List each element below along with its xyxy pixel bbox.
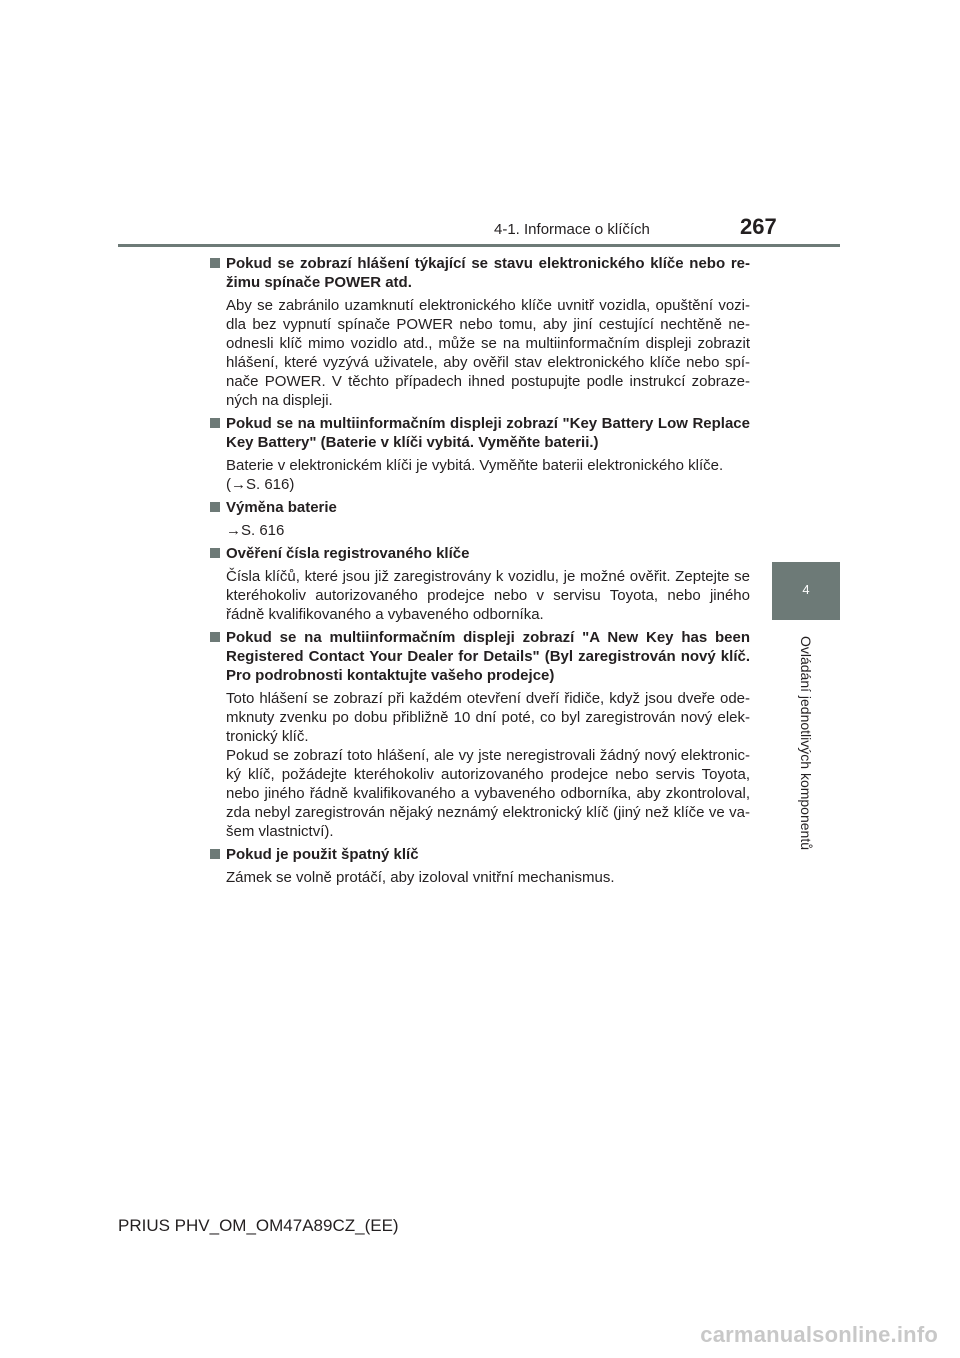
page-number: 267 xyxy=(740,214,777,239)
section-heading-text: Pokud se zobrazí hlášení týkající se stavu elektronického klíče nebo re-žimu spínače POWER atd. xyxy=(226,255,750,291)
section-heading xyxy=(210,628,750,685)
section-title: 4-1. Informace o klíčích xyxy=(494,221,650,238)
section-heading-text: Výměna baterie xyxy=(226,499,337,516)
watermark: carmanualsonline.info xyxy=(700,1322,938,1347)
chapter-number: 4 xyxy=(802,582,810,597)
section-heading xyxy=(210,845,750,864)
square-bullet-icon xyxy=(210,548,220,558)
square-bullet-icon xyxy=(210,849,220,859)
section-battery-replacement xyxy=(210,498,750,540)
section-heading-text: Pokud je použit špatný klíč xyxy=(226,846,419,863)
section-heading xyxy=(210,544,750,563)
square-bullet-icon xyxy=(210,632,220,642)
section-wrong-key xyxy=(210,845,750,887)
chapter-label: Ovládání jednotlivých komponentů xyxy=(798,635,814,851)
square-bullet-icon xyxy=(210,258,220,268)
section-heading xyxy=(210,498,750,517)
section-key-battery-low xyxy=(210,414,750,494)
page-content xyxy=(210,254,750,891)
section-body: Baterie v elektronickém klíči je vybitá. Vyměňte baterii elektronického klíče. (→S. 616) xyxy=(226,457,724,493)
square-bullet-icon xyxy=(210,418,220,428)
section-body: Zámek se volně protáčí, aby izoloval vnitřní mechanismus. xyxy=(226,869,615,886)
section-body: Čísla klíčů, které jsou již zaregistrovány k vozidlu, je možné ověřit. Zeptejte se kteréhokoliv autorizovaného prodejce nebo v servisu Toyota, nebo jiného řádně kvalifikovaného a vybaveného odborníka. xyxy=(226,568,750,623)
section-heading xyxy=(210,414,750,452)
section-key-number-check xyxy=(210,544,750,624)
chapter-tab xyxy=(772,562,840,620)
section-new-key-registered xyxy=(210,628,750,841)
section-body: Toto hlášení se zobrazí při každém otevření dveří řidiče, když jsou dveře ode-mknuty zvenku po dobu přibližně 10 dní poté, co byl zaregistrován nový elek-tronický klíč. Pokud se zobrazí toto hlášení, ale vy jste neregistrovali žádný nový elektronic-ký klíč, požádejte kteréhokoliv autorizovaného prodejce nebo servis Toyota, nebo jiného řádně kvalifikovaného a vybaveného odborníka, aby zkontroloval, zda nebyl zaregistrován nějaký neznámý elektronický klíč (jiný než klíče ve va-šem vlastnictví). xyxy=(226,690,750,840)
section-heading-text: Pokud se na multiinformačním displeji zobrazí "Key Battery Low Replace Key Battery" (Baterie v klíči vybitá. Vyměňte baterii.) xyxy=(226,415,750,451)
header-divider xyxy=(118,244,840,247)
section-heading-text: Ověření čísla registrovaného klíče xyxy=(226,545,470,562)
square-bullet-icon xyxy=(210,502,220,512)
section-heading-text: Pokud se na multiinformačním displeji zobrazí "A New Key has been Registered Contact Your Dealer for Details" (Byl zaregistrován nový klíč. Pro podrobnosti kontaktujte vašeho prodejce) xyxy=(226,629,750,684)
section-body: →S. 616 xyxy=(226,522,285,539)
section-heading xyxy=(210,254,750,292)
section-key-status-message xyxy=(210,254,750,410)
section-body: Aby se zabránilo uzamknutí elektronického klíče uvnitř vozidla, opuštění vozi-dla bez vypnutí spínače POWER nebo tomu, aby jiní cestující nechtěně ne-odnesli klíč mimo vozidlo atd., může se na multiinformačním displeji zobrazit hlášení, které vyzývá uživatele, aby ověřil stav elektronického klíče nebo spí-nače POWER. V těchto případech ihned postupujte podle instrukcí zobraze-ných na displeji. xyxy=(226,297,750,409)
document-code: PRIUS PHV_OM_OM47A89CZ_(EE) xyxy=(118,1216,399,1235)
